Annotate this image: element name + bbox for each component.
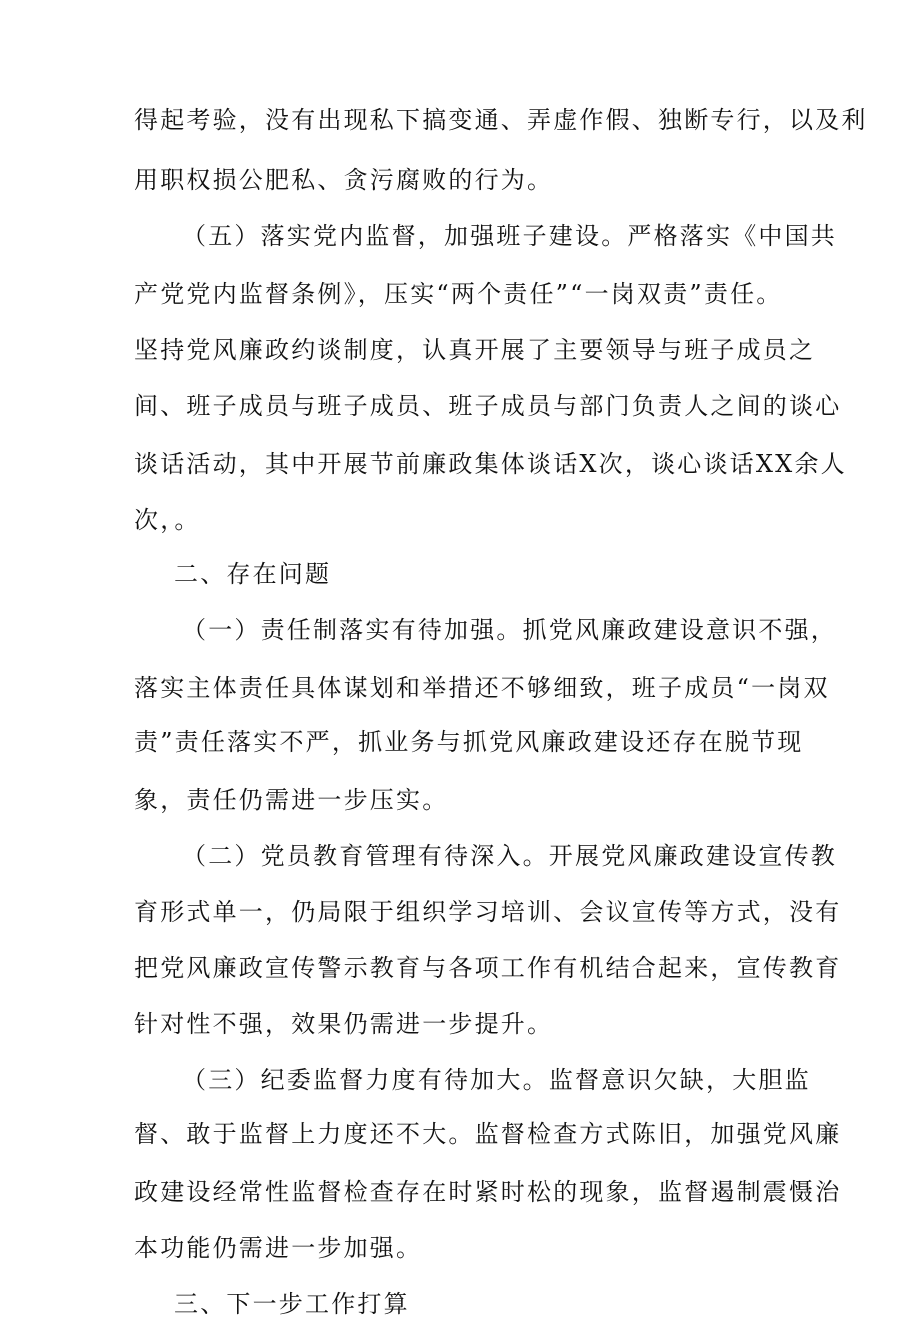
paragraph-line: 用职权损公肥私、贪污腐败的行为。 bbox=[134, 166, 554, 194]
section-five-line: （五）落实党内监督，加强班子建设。严格落实《中国共 bbox=[182, 222, 837, 250]
paragraph-line: 针对性不强，效果仍需进一步提升。 bbox=[134, 1010, 554, 1038]
section-heading-problems: 二、存在问题 bbox=[174, 560, 332, 588]
paragraph-line: 政建设经常性监督检查存在时紧时松的现象，监督遏制震慑治 bbox=[134, 1178, 842, 1206]
paragraph-line: 谈话活动，其中开展节前廉政集体谈话X次，谈心谈话XX余人 bbox=[134, 450, 847, 478]
problem-one-line: （一）责任制落实有待加强。抓党风廉政建设意识不强， bbox=[182, 616, 837, 644]
paragraph-line: 落实主体责任具体谋划和举措还不够细致，班子成员“一岗双 bbox=[134, 674, 830, 702]
problem-two-line: （二）党员教育管理有待深入。开展党风廉政建设宣传教 bbox=[182, 842, 837, 870]
problem-three-line: （三）纪委监督力度有待加大。监督意识欠缺，大胆监 bbox=[182, 1066, 811, 1094]
paragraph-line: 坚持党风廉政约谈制度，认真开展了主要领导与班子成员之 bbox=[134, 336, 816, 364]
section-heading-next-steps: 三、下一步工作打算 bbox=[174, 1290, 410, 1318]
paragraph-line: 本功能仍需进一步加强。 bbox=[134, 1234, 423, 1262]
paragraph-line: 次，。 bbox=[134, 506, 201, 534]
paragraph-line: 间、班子成员与班子成员、班子成员与部门负责人之间的谈心 bbox=[134, 392, 842, 420]
paragraph-line: 象，责任仍需进一步压实。 bbox=[134, 786, 449, 814]
paragraph-line: 产党党内监督条例》，压实“两个责任”“一岗双责”责任。 bbox=[134, 280, 783, 308]
paragraph-line: 督、敢于监督上力度还不大。监督检查方式陈旧，加强党风廉 bbox=[134, 1120, 842, 1148]
paragraph-line: 把党风廉政宣传警示教育与各项工作有机结合起来，宣传教育 bbox=[134, 954, 842, 982]
paragraph-line: 育形式单一，仍局限于组织学习培训、会议宣传等方式，没有 bbox=[134, 898, 842, 926]
paragraph-line: 责”责任落实不严，抓业务与抓党风廉政建设还存在脱节现 bbox=[134, 728, 804, 756]
paragraph-line: 得起考验，没有出现私下搞变通、弄虚作假、独断专行，以及利 bbox=[134, 106, 868, 134]
